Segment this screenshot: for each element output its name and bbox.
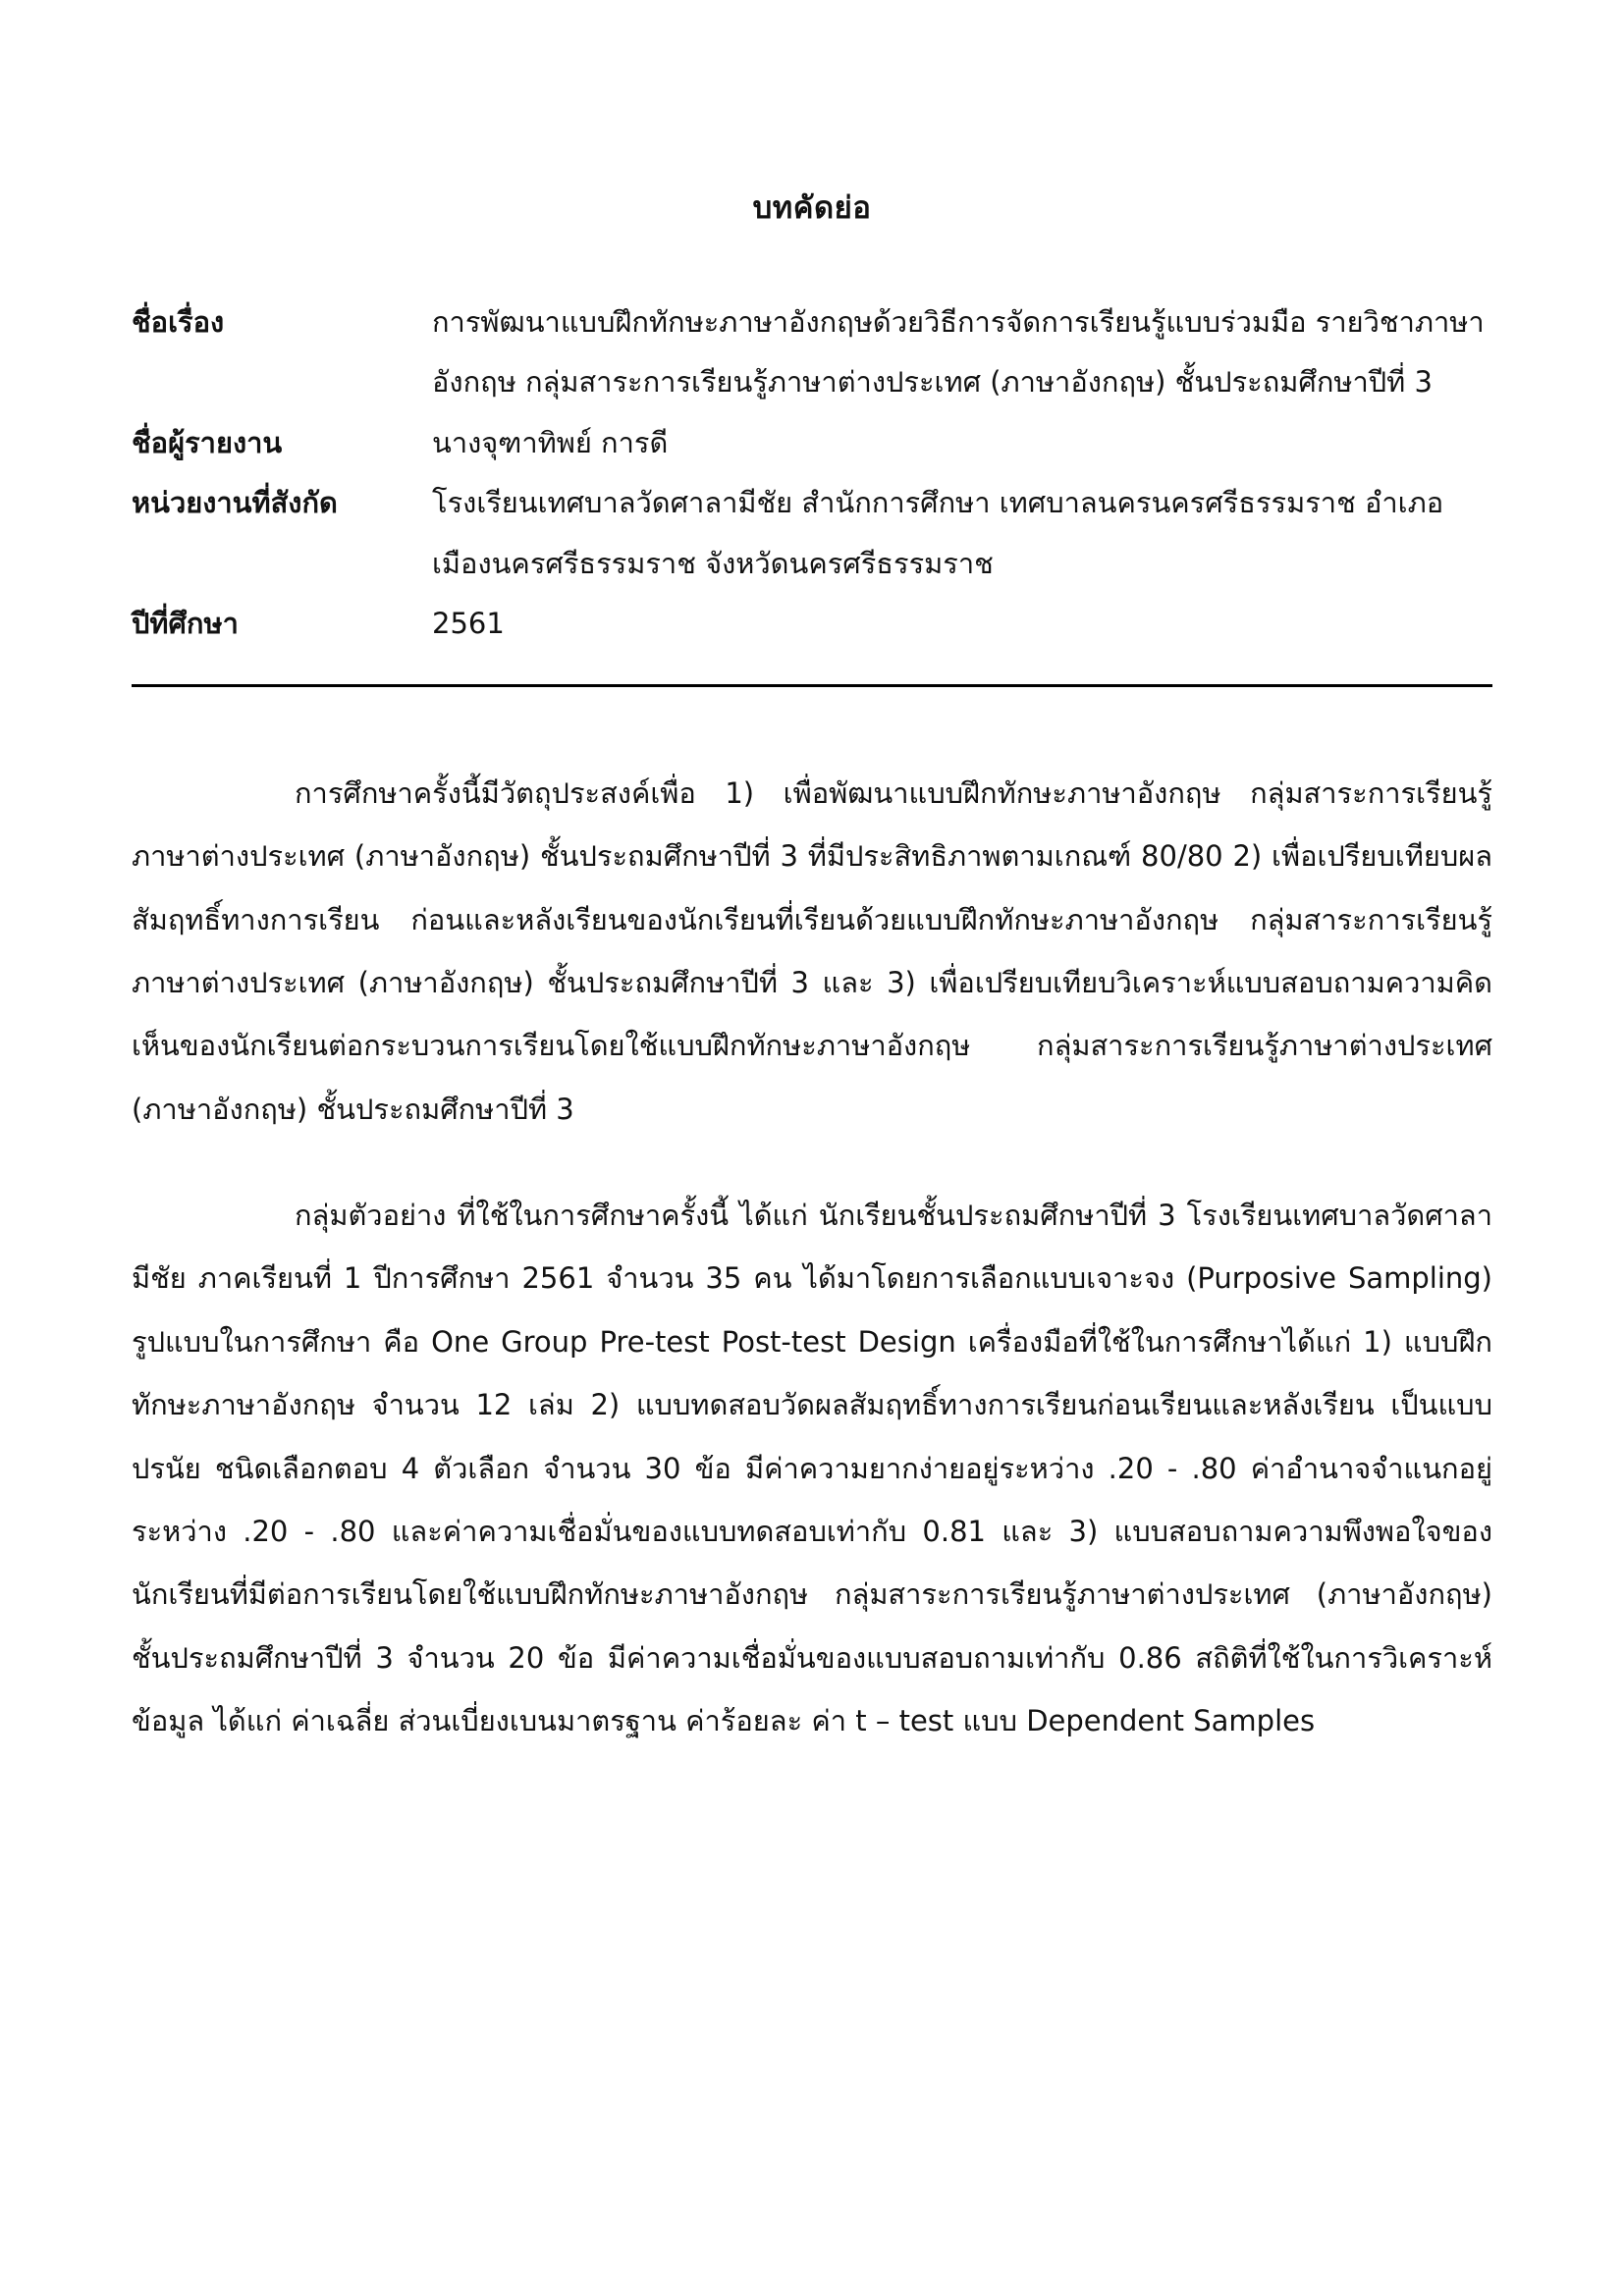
- metadata-block: [132, 293, 1492, 655]
- field-row-affiliation: [132, 473, 1492, 594]
- field-row-year: [132, 594, 1492, 654]
- field-label-title: ชื่อเรื่อง: [132, 305, 225, 339]
- abstract-body: [132, 762, 1492, 1753]
- field-label-affiliation: หน่วยงานที่สังกัด: [132, 486, 338, 520]
- field-value-affiliation: โรงเรียนเทศบาลวัดศาลามีชัย สำนักการศึกษา เทศบาลนครนครศรีธรรมราช อำเภอเมืองนครศรีธรรมราช จังหวัดนครศรีธรรมราช: [432, 486, 1444, 580]
- field-value-author: นางจุฑาทิพย์ การดี: [432, 425, 669, 459]
- divider-line: [132, 684, 1492, 687]
- field-row-author: [132, 413, 1492, 473]
- paragraph-methodology: กลุ่มตัวอย่าง ที่ใช้ในการศึกษาครั้งนี้ ได้แก่ นักเรียนชั้นประถมศึกษาปีที่ 3 โรงเรียนเทศบาลวัดศาลามีชัย ภาคเรียนที่ 1 ปีการศึกษา 2561 จำนวน 35 คน ได้มาโดยการเลือกแบบเจาะจง (Purposive Sampling) รูปแบบในการศึกษา คือ One Group Pre-test Post-test Design เครื่องมือที่ใช้ในการศึกษาได้แก่ 1) แบบฝึกทักษะภาษาอังกฤษ จำนวน 12 เล่ม 2) แบบทดสอบวัดผลสัมฤทธิ์ทางการเรียนก่อนเรียนและหลังเรียน เป็นแบบปรนัย ชนิดเลือกตอบ 4 ตัวเลือก จำนวน 30 ข้อ มีค่าความยากง่ายอยู่ระหว่าง .20 - .80 ค่าอำนาจจำแนกอยู่ระหว่าง .20 - .80 และค่าความเชื่อมั่นของแบบทดสอบเท่ากับ 0.81 และ 3) แบบสอบถามความพึงพอใจของนักเรียนที่มีต่อการเรียนโดยใช้แบบฝึกทักษะภาษาอังกฤษ กลุ่มสาระการเรียนรู้ภาษาต่างประเทศ (ภาษาอังกฤษ) ชั้นประถมศึกษาปีที่ 3 จำนวน 20 ข้อ มีค่าความเชื่อมั่นของแบบสอบถามเท่ากับ 0.86 สถิติที่ใช้ในการวิเคราะห์ข้อมูล ได้แก่ ค่าเฉลี่ย ส่วนเบี่ยงเบนมาตรฐาน ค่าร้อยละ ค่า t – test แบบ Dependent Samples: [132, 1199, 1492, 1738]
- field-row-title: [132, 293, 1492, 413]
- page-title: บทคัดย่อ: [752, 190, 872, 226]
- field-value-year: 2561: [432, 607, 505, 641]
- field-label-author: ชื่อผู้รายงาน: [132, 425, 283, 459]
- field-value-title: การพัฒนาแบบฝึกทักษะภาษาอังกฤษด้วยวิธีการจัดการเรียนรู้แบบร่วมมือ รายวิชาภาษาอังกฤษ กลุ่มสาระการเรียนรู้ภาษาต่างประเทศ (ภาษาอังกฤษ) ชั้นประถมศึกษาปีที่ 3: [432, 305, 1485, 400]
- paragraph-objectives: การศึกษาครั้งนี้มีวัตถุประสงค์เพื่อ 1) เพื่อพัฒนาแบบฝึกทักษะภาษาอังกฤษ กลุ่มสาระการเรียนรู้ภาษาต่างประเทศ (ภาษาอังกฤษ) ชั้นประถมศึกษาปีที่ 3 ที่มีประสิทธิภาพตามเกณฑ์ 80/80 2) เพื่อเปรียบเทียบผลสัมฤทธิ์ทางการเรียน ก่อนและหลังเรียนของนักเรียนที่เรียนด้วยแบบฝึกทักษะภาษาอังกฤษ กลุ่มสาระการเรียนรู้ภาษาต่างประเทศ (ภาษาอังกฤษ) ชั้นประถมศึกษาปีที่ 3 และ 3) เพื่อเปรียบเทียบวิเคราะห์แบบสอบถามความคิดเห็นของนักเรียนต่อกระบวนการเรียนโดยใช้แบบฝึกทักษะภาษาอังกฤษ กลุ่มสาระการเรียนรู้ภาษาต่างประเทศ (ภาษาอังกฤษ) ชั้นประถมศึกษาปีที่ 3: [132, 775, 1492, 1126]
- field-label-year: ปีที่ศึกษา: [132, 607, 239, 641]
